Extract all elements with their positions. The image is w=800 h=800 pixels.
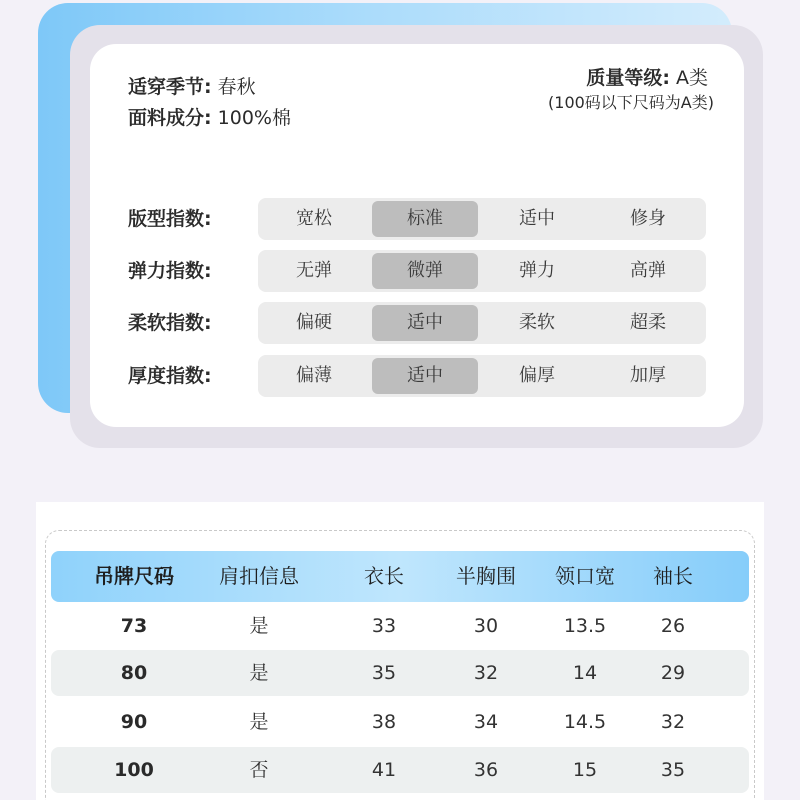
table-cell: 41 [371,759,397,781]
table-cell: 35 [660,759,686,781]
index-option: 无弹 [296,260,332,281]
table-cell: 15 [572,759,598,781]
index-option: 高弹 [630,260,666,281]
table-cell: 32 [473,662,499,684]
table-cell: 38 [371,711,397,733]
season-value: 春秋 [217,76,256,98]
index-row [128,355,708,397]
quality-note: (100码以下尺码为A类) [548,93,714,112]
table-cell: 100 [114,759,154,781]
index-label: 版型指数: [128,208,212,230]
basic-info [128,72,291,134]
column-header: 领口宽 [555,564,615,588]
index-option-selected: 适中 [372,358,478,394]
table-cell: 是 [249,615,269,637]
table-cell: 33 [371,615,397,637]
table-cell: 32 [660,711,686,733]
index-scale [258,302,706,344]
index-option: 偏厚 [519,365,555,386]
index-scale [258,355,706,397]
table-cell: 是 [249,662,269,684]
index-scale [258,250,706,292]
index-option: 宽松 [296,208,332,229]
quality-row [548,64,708,92]
index-option: 加厚 [630,365,666,386]
fabric-value: 100%棉 [217,107,291,129]
table-cell: 29 [660,662,686,684]
index-scale [258,198,706,240]
column-header: 袖长 [653,564,693,588]
table-cell: 36 [473,759,499,781]
column-header: 半胸围 [456,564,516,588]
table-row [51,650,749,696]
table-cell: 14 [572,662,598,684]
quality-value: A类 [676,67,708,89]
index-row [128,198,708,240]
column-header: 肩扣信息 [219,564,299,588]
table-row [51,603,749,649]
table-cell: 34 [473,711,499,733]
season-label: 适穿季节: [128,76,212,98]
table-row [51,747,749,793]
table-cell: 30 [473,615,499,637]
quality-info [548,64,714,114]
fabric-row [128,103,291,134]
fabric-label: 面料成分: [128,107,212,129]
table-cell: 90 [120,711,148,733]
index-option-selected: 适中 [372,305,478,341]
index-option-selected: 标准 [372,201,478,237]
table-cell: 13.5 [563,615,607,637]
quality-label: 质量等级: [586,67,670,89]
table-cell: 是 [249,711,269,733]
table-cell: 26 [660,615,686,637]
index-option: 偏薄 [296,365,332,386]
table-cell: 否 [249,759,269,781]
table-row [51,699,749,745]
season-row [128,72,291,103]
column-header: 衣长 [364,564,404,588]
index-option: 柔软 [519,312,555,333]
size-table-header [51,551,749,602]
index-label: 柔软指数: [128,312,212,334]
index-label: 厚度指数: [128,365,212,387]
index-row [128,302,708,344]
index-option: 弹力 [519,260,555,281]
table-cell: 80 [120,662,148,684]
index-option: 偏硬 [296,312,332,333]
table-cell: 35 [371,662,397,684]
index-option: 适中 [519,208,555,229]
table-cell: 14.5 [563,711,607,733]
table-cell: 73 [120,615,148,637]
index-row [128,250,708,292]
column-header: 吊牌尺码 [94,564,174,588]
fabric-info-card [90,44,744,427]
index-option: 修身 [630,208,666,229]
index-label: 弹力指数: [128,260,212,282]
index-option-selected: 微弹 [372,253,478,289]
index-option: 超柔 [630,312,666,333]
